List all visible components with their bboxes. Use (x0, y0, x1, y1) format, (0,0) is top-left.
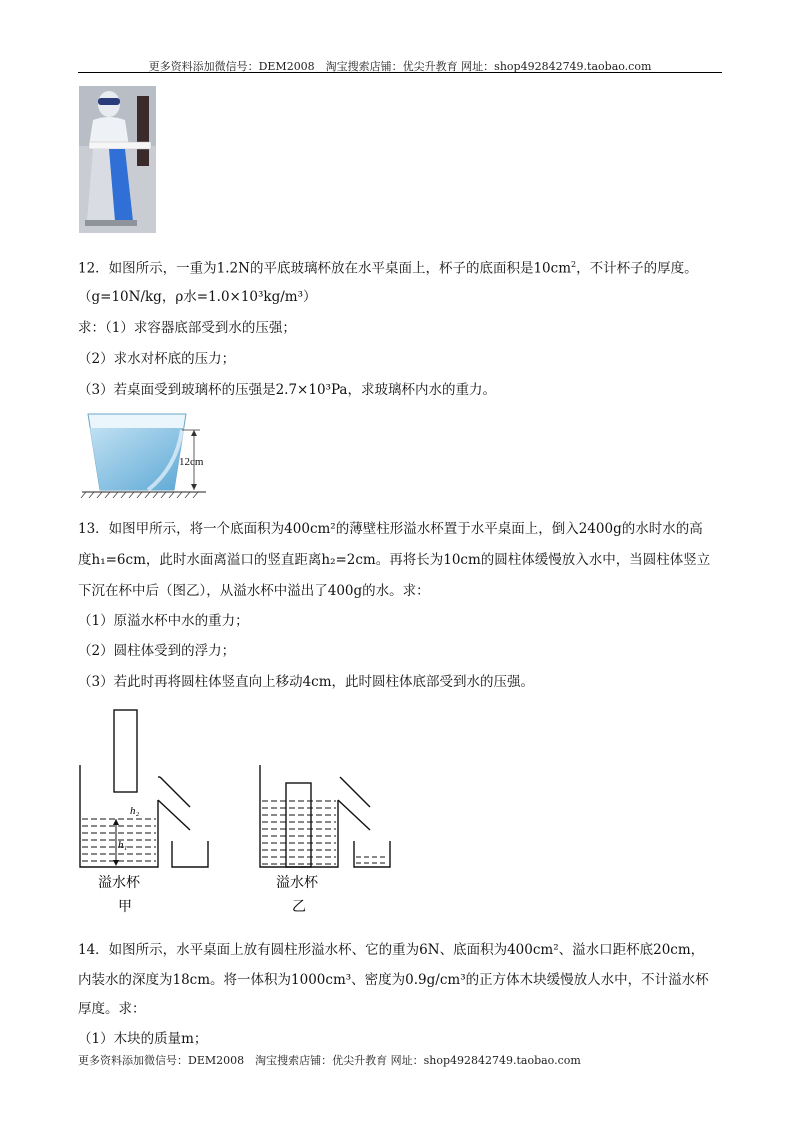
q12-part2: （2）求水对杯底的压力； (78, 351, 236, 367)
glass-cup-diagram (78, 408, 238, 500)
q12-stem-sup: 2 (571, 260, 577, 269)
q13-line2: 度h₁=6cm，此时水面离溢口的竖直距离h₂=2cm。再将长为10cm的圆柱体缓慢放入水中，当圆柱体竖立 (78, 552, 711, 568)
q14-line2: 内装水的深度为18cm。将一体积为1000cm³、密度为0.9g/cm³的正方体木块缓慢放人水中，不计溢水杯 (78, 972, 709, 988)
fig-a-label: 溢水杯 (98, 876, 140, 891)
height-label: 12cm (179, 456, 204, 468)
q12-stem (78, 255, 728, 279)
overflow-cup-figure-a (78, 705, 218, 915)
q12-ask: 求：（1）求容器底部受到水的压强； (78, 320, 296, 336)
fig-b-caption: 乙 (292, 900, 306, 915)
q13-part1: （1）原溢水杯中水的重力； (78, 613, 249, 629)
page-footer: 更多资料添加微信号：DEM2008 淘宝搜索店铺：优尖升教育 网址：shop492842749.taobao.com (78, 1054, 581, 1067)
h1-label: h₁ (118, 839, 128, 851)
q14-line1: 14．如图所示，水平桌面上放有圆柱形溢水杯、它的重为6N、底面积为400cm²、溢水口距杯底20cm， (78, 942, 705, 958)
q13-part2: （2）圆柱体受到的浮力； (78, 643, 236, 659)
q12-given: （g=10N/kg，ρ水=1.0×10³kg/m³） (78, 289, 317, 305)
fig-b-label: 溢水杯 (276, 876, 318, 891)
q14-line3: 厚度。求： (78, 1001, 146, 1017)
q14-part1: （1）木块的质量m； (78, 1031, 208, 1047)
q12-stem-tail: ，不计杯子的厚度。 (576, 260, 698, 277)
h2-label: h₂ (130, 805, 140, 817)
header-divider (78, 72, 722, 73)
q13-part3: （3）若此时再将圆柱体竖直向上移动4cm，此时圆柱体底部受到水的压强。 (78, 674, 535, 690)
fig-a-caption: 甲 (118, 900, 132, 915)
q12-part3: （3）若桌面受到玻璃杯的压强是2.7×10³Pa，求玻璃杯内水的重力。 (78, 382, 496, 398)
q13-line3: 下沉在杯中后（图乙），从溢水杯中溢出了400g的水。求： (78, 583, 430, 599)
robot-waiter-photo (79, 86, 156, 233)
q12-stem-text: 12．如图所示，一重为1.2N的平底玻璃杯放在水平桌面上，杯子的底面积是10cm (78, 260, 571, 277)
page-header: 更多资料添加微信号：DEM2008 淘宝搜索店铺：优尖升教育 网址：shop492842749.taobao.com (148, 60, 652, 73)
overflow-cup-figure-b (258, 705, 403, 915)
q13-line1: 13．如图甲所示，将一个底面积为400cm²的薄壁柱形溢水杯置于水平桌面上，倒入2400g的水时水的高 (78, 521, 703, 537)
